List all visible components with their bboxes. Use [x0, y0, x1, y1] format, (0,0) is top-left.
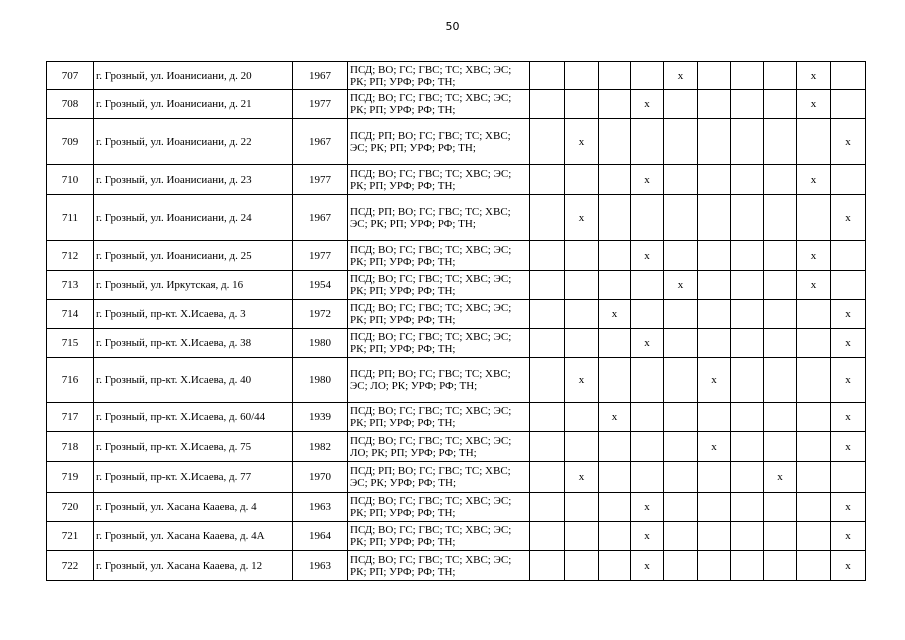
mark-cell: x — [664, 62, 698, 90]
mark-cell — [797, 119, 831, 165]
year-cell: 1954 — [293, 271, 348, 300]
mark-cell — [530, 522, 565, 551]
housing-registry-table — [46, 61, 866, 581]
mark-cell — [797, 358, 831, 403]
mark-cell — [764, 300, 797, 329]
mark-cell — [731, 90, 764, 119]
table-row — [47, 62, 866, 90]
address-cell: г. Грозный, пр-кт. Х.Исаева, д. 60/44 — [94, 403, 293, 432]
works-cell: ПСД; ВО; ГС; ГВС; ТС; ХВС; ЭС; ЛО; РК; РП; УРФ; РФ; ТН; — [348, 432, 530, 462]
works-cell: ПСД; ВО; ГС; ГВС; ТС; ХВС; ЭС; РК; РП; УРФ; РФ; ТН; — [348, 403, 530, 432]
mark-cell — [599, 119, 631, 165]
address-cell: г. Грозный, ул. Иоанисиани, д. 22 — [94, 119, 293, 165]
table-row — [47, 241, 866, 271]
mark-cell: x — [831, 300, 866, 329]
mark-cell — [599, 551, 631, 581]
mark-cell — [698, 403, 731, 432]
table-body — [47, 62, 866, 581]
mark-cell — [731, 329, 764, 358]
year-cell: 1964 — [293, 522, 348, 551]
mark-cell — [599, 62, 631, 90]
year-cell: 1980 — [293, 329, 348, 358]
mark-cell — [530, 62, 565, 90]
mark-cell — [664, 119, 698, 165]
mark-cell — [565, 329, 599, 358]
mark-cell — [599, 241, 631, 271]
works-cell: ПСД; ВО; ГС; ГВС; ТС; ХВС; ЭС; РК; РП; УРФ; РФ; ТН; — [348, 241, 530, 271]
mark-cell — [530, 195, 565, 241]
mark-cell — [698, 271, 731, 300]
year-cell: 1967 — [293, 195, 348, 241]
mark-cell: x — [797, 165, 831, 195]
mark-cell — [764, 551, 797, 581]
mark-cell — [731, 241, 764, 271]
mark-cell — [530, 358, 565, 403]
mark-cell — [664, 551, 698, 581]
mark-cell — [698, 90, 731, 119]
works-cell: ПСД; ВО; ГС; ГВС; ТС; ХВС; ЭС; РК; РП; УРФ; РФ; ТН; — [348, 551, 530, 581]
mark-cell: x — [631, 241, 664, 271]
mark-cell — [698, 241, 731, 271]
mark-cell — [797, 329, 831, 358]
page-number: 50 — [445, 20, 460, 33]
mark-cell: x — [831, 522, 866, 551]
mark-cell — [731, 62, 764, 90]
mark-cell — [764, 241, 797, 271]
mark-cell — [797, 432, 831, 462]
table-row — [47, 403, 866, 432]
mark-cell — [599, 90, 631, 119]
mark-cell — [530, 403, 565, 432]
works-cell: ПСД; РП; ВО; ГС; ГВС; ТС; ХВС; ЭС; РК; УРФ; РФ; ТН; — [348, 462, 530, 493]
mark-cell — [698, 165, 731, 195]
address-cell: г. Грозный, ул. Иркутская, д. 16 — [94, 271, 293, 300]
mark-cell: x — [631, 551, 664, 581]
row-number: 714 — [47, 300, 94, 329]
mark-cell — [698, 551, 731, 581]
year-cell: 1980 — [293, 358, 348, 403]
mark-cell — [731, 462, 764, 493]
address-cell: г. Грозный, пр-кт. Х.Исаева, д. 77 — [94, 462, 293, 493]
mark-cell — [664, 329, 698, 358]
mark-cell — [698, 329, 731, 358]
mark-cell — [530, 90, 565, 119]
mark-cell — [797, 403, 831, 432]
row-number: 720 — [47, 493, 94, 522]
mark-cell — [664, 195, 698, 241]
mark-cell: x — [831, 119, 866, 165]
mark-cell — [664, 522, 698, 551]
mark-cell — [831, 241, 866, 271]
mark-cell: x — [698, 358, 731, 403]
year-cell: 1977 — [293, 165, 348, 195]
year-cell: 1963 — [293, 551, 348, 581]
mark-cell — [530, 493, 565, 522]
table-row — [47, 329, 866, 358]
mark-cell — [565, 551, 599, 581]
mark-cell — [599, 522, 631, 551]
mark-cell — [565, 522, 599, 551]
mark-cell — [664, 403, 698, 432]
mark-cell — [698, 522, 731, 551]
mark-cell — [599, 195, 631, 241]
year-cell: 1963 — [293, 493, 348, 522]
row-number: 715 — [47, 329, 94, 358]
mark-cell: x — [831, 432, 866, 462]
mark-cell — [731, 195, 764, 241]
mark-cell — [831, 90, 866, 119]
mark-cell — [530, 300, 565, 329]
address-cell: г. Грозный, ул. Иоанисиани, д. 25 — [94, 241, 293, 271]
mark-cell: x — [631, 329, 664, 358]
table-row — [47, 462, 866, 493]
row-number: 711 — [47, 195, 94, 241]
mark-cell — [731, 551, 764, 581]
mark-cell — [698, 462, 731, 493]
address-cell: г. Грозный, ул. Иоанисиани, д. 24 — [94, 195, 293, 241]
mark-cell — [631, 403, 664, 432]
mark-cell — [599, 165, 631, 195]
mark-cell — [764, 522, 797, 551]
mark-cell — [565, 493, 599, 522]
mark-cell — [797, 462, 831, 493]
mark-cell — [565, 165, 599, 195]
mark-cell: x — [631, 522, 664, 551]
address-cell: г. Грозный, пр-кт. Х.Исаева, д. 3 — [94, 300, 293, 329]
row-number: 722 — [47, 551, 94, 581]
year-cell: 1967 — [293, 62, 348, 90]
mark-cell — [565, 432, 599, 462]
mark-cell — [731, 432, 764, 462]
row-number: 718 — [47, 432, 94, 462]
mark-cell: x — [797, 241, 831, 271]
year-cell: 1977 — [293, 90, 348, 119]
works-cell: ПСД; ВО; ГС; ГВС; ТС; ХВС; ЭС; РК; РП; УРФ; РФ; ТН; — [348, 493, 530, 522]
year-cell: 1972 — [293, 300, 348, 329]
works-cell: ПСД; ВО; ГС; ГВС; ТС; ХВС; ЭС; РК; РП; УРФ; РФ; ТН; — [348, 271, 530, 300]
mark-cell — [764, 165, 797, 195]
mark-cell — [764, 403, 797, 432]
mark-cell — [731, 403, 764, 432]
mark-cell: x — [797, 271, 831, 300]
row-number: 717 — [47, 403, 94, 432]
mark-cell: x — [831, 329, 866, 358]
mark-cell — [565, 62, 599, 90]
mark-cell — [664, 358, 698, 403]
row-number: 721 — [47, 522, 94, 551]
mark-cell — [731, 493, 764, 522]
mark-cell — [797, 300, 831, 329]
address-cell: г. Грозный, ул. Иоанисиани, д. 23 — [94, 165, 293, 195]
mark-cell — [565, 271, 599, 300]
mark-cell — [631, 271, 664, 300]
mark-cell — [599, 432, 631, 462]
address-cell: г. Грозный, ул. Хасана Кааева, д. 4 — [94, 493, 293, 522]
mark-cell — [664, 300, 698, 329]
mark-cell — [797, 195, 831, 241]
year-cell: 1939 — [293, 403, 348, 432]
table-row — [47, 165, 866, 195]
mark-cell: x — [797, 90, 831, 119]
mark-cell — [797, 551, 831, 581]
row-number: 719 — [47, 462, 94, 493]
row-number: 713 — [47, 271, 94, 300]
mark-cell: x — [599, 403, 631, 432]
row-number: 709 — [47, 119, 94, 165]
mark-cell — [664, 90, 698, 119]
mark-cell — [797, 493, 831, 522]
address-cell: г. Грозный, пр-кт. Х.Исаева, д. 40 — [94, 358, 293, 403]
mark-cell — [565, 90, 599, 119]
mark-cell — [664, 165, 698, 195]
mark-cell: x — [797, 62, 831, 90]
mark-cell — [565, 241, 599, 271]
table-row — [47, 358, 866, 403]
mark-cell: x — [831, 358, 866, 403]
mark-cell — [631, 462, 664, 493]
mark-cell: x — [831, 551, 866, 581]
mark-cell — [664, 241, 698, 271]
table-row — [47, 432, 866, 462]
mark-cell — [631, 195, 664, 241]
table-row — [47, 119, 866, 165]
mark-cell — [530, 119, 565, 165]
table-row — [47, 90, 866, 119]
mark-cell: x — [565, 119, 599, 165]
mark-cell: x — [831, 493, 866, 522]
year-cell: 1982 — [293, 432, 348, 462]
mark-cell: x — [565, 358, 599, 403]
address-cell: г. Грозный, ул. Иоанисиани, д. 21 — [94, 90, 293, 119]
works-cell: ПСД; ВО; ГС; ГВС; ТС; ХВС; ЭС; РК; РП; УРФ; РФ; ТН; — [348, 522, 530, 551]
address-cell: г. Грозный, ул. Иоанисиани, д. 20 — [94, 62, 293, 90]
mark-cell — [698, 62, 731, 90]
row-number: 710 — [47, 165, 94, 195]
mark-cell — [530, 462, 565, 493]
mark-cell: x — [698, 432, 731, 462]
mark-cell: x — [631, 493, 664, 522]
works-cell: ПСД; ВО; ГС; ГВС; ТС; ХВС; ЭС; РК; РП; УРФ; РФ; ТН; — [348, 329, 530, 358]
mark-cell — [565, 403, 599, 432]
mark-cell — [831, 462, 866, 493]
mark-cell — [764, 195, 797, 241]
works-cell: ПСД; ВО; ГС; ГВС; ТС; ХВС; ЭС; РК; РП; УРФ; РФ; ТН; — [348, 165, 530, 195]
mark-cell — [631, 358, 664, 403]
mark-cell — [565, 300, 599, 329]
mark-cell — [599, 329, 631, 358]
mark-cell — [631, 62, 664, 90]
mark-cell — [764, 329, 797, 358]
works-cell: ПСД; ВО; ГС; ГВС; ТС; ХВС; ЭС; РК; РП; УРФ; РФ; ТН; — [348, 300, 530, 329]
mark-cell — [664, 462, 698, 493]
table-row — [47, 300, 866, 329]
mark-cell — [764, 90, 797, 119]
mark-cell: x — [831, 195, 866, 241]
row-number: 716 — [47, 358, 94, 403]
mark-cell: x — [631, 165, 664, 195]
mark-cell — [530, 329, 565, 358]
mark-cell — [764, 119, 797, 165]
table-row — [47, 493, 866, 522]
row-number: 707 — [47, 62, 94, 90]
mark-cell — [631, 300, 664, 329]
mark-cell — [731, 165, 764, 195]
mark-cell — [698, 493, 731, 522]
mark-cell: x — [631, 90, 664, 119]
mark-cell — [530, 241, 565, 271]
mark-cell — [664, 493, 698, 522]
mark-cell — [698, 195, 731, 241]
mark-cell: x — [565, 195, 599, 241]
address-cell: г. Грозный, пр-кт. Х.Исаева, д. 75 — [94, 432, 293, 462]
mark-cell — [631, 119, 664, 165]
table-row — [47, 522, 866, 551]
mark-cell: x — [664, 271, 698, 300]
mark-cell — [530, 432, 565, 462]
mark-cell — [731, 522, 764, 551]
mark-cell — [530, 271, 565, 300]
mark-cell — [731, 300, 764, 329]
mark-cell — [731, 271, 764, 300]
mark-cell — [831, 62, 866, 90]
address-cell: г. Грозный, ул. Хасана Кааева, д. 12 — [94, 551, 293, 581]
year-cell: 1970 — [293, 462, 348, 493]
mark-cell — [831, 271, 866, 300]
mark-cell: x — [764, 462, 797, 493]
mark-cell — [831, 165, 866, 195]
mark-cell — [530, 165, 565, 195]
mark-cell — [599, 358, 631, 403]
row-number: 712 — [47, 241, 94, 271]
row-number: 708 — [47, 90, 94, 119]
mark-cell — [797, 522, 831, 551]
address-cell: г. Грозный, пр-кт. Х.Исаева, д. 38 — [94, 329, 293, 358]
works-cell: ПСД; ВО; ГС; ГВС; ТС; ХВС; ЭС; РК; РП; УРФ; РФ; ТН; — [348, 90, 530, 119]
year-cell: 1977 — [293, 241, 348, 271]
address-cell: г. Грозный, ул. Хасана Кааева, д. 4А — [94, 522, 293, 551]
mark-cell — [764, 271, 797, 300]
mark-cell — [764, 432, 797, 462]
works-cell: ПСД; ВО; ГС; ГВС; ТС; ХВС; ЭС; РК; РП; УРФ; РФ; ТН; — [348, 62, 530, 90]
mark-cell — [631, 432, 664, 462]
mark-cell — [764, 493, 797, 522]
mark-cell — [698, 300, 731, 329]
table-row — [47, 551, 866, 581]
mark-cell — [664, 432, 698, 462]
works-cell: ПСД; РП; ВО; ГС; ГВС; ТС; ХВС; ЭС; РК; РП; УРФ; РФ; ТН; — [348, 119, 530, 165]
table-row — [47, 195, 866, 241]
mark-cell — [764, 62, 797, 90]
mark-cell — [764, 358, 797, 403]
mark-cell — [599, 462, 631, 493]
mark-cell — [698, 119, 731, 165]
mark-cell: x — [831, 403, 866, 432]
table-row — [47, 271, 866, 300]
works-cell: ПСД; РП; ВО; ГС; ГВС; ТС; ХВС; ЭС; ЛО; РК; УРФ; РФ; ТН; — [348, 358, 530, 403]
year-cell: 1967 — [293, 119, 348, 165]
mark-cell — [731, 358, 764, 403]
mark-cell — [530, 551, 565, 581]
mark-cell — [731, 119, 764, 165]
mark-cell: x — [599, 300, 631, 329]
mark-cell: x — [565, 462, 599, 493]
mark-cell — [599, 493, 631, 522]
works-cell: ПСД; РП; ВО; ГС; ГВС; ТС; ХВС; ЭС; РК; РП; УРФ; РФ; ТН; — [348, 195, 530, 241]
mark-cell — [599, 271, 631, 300]
